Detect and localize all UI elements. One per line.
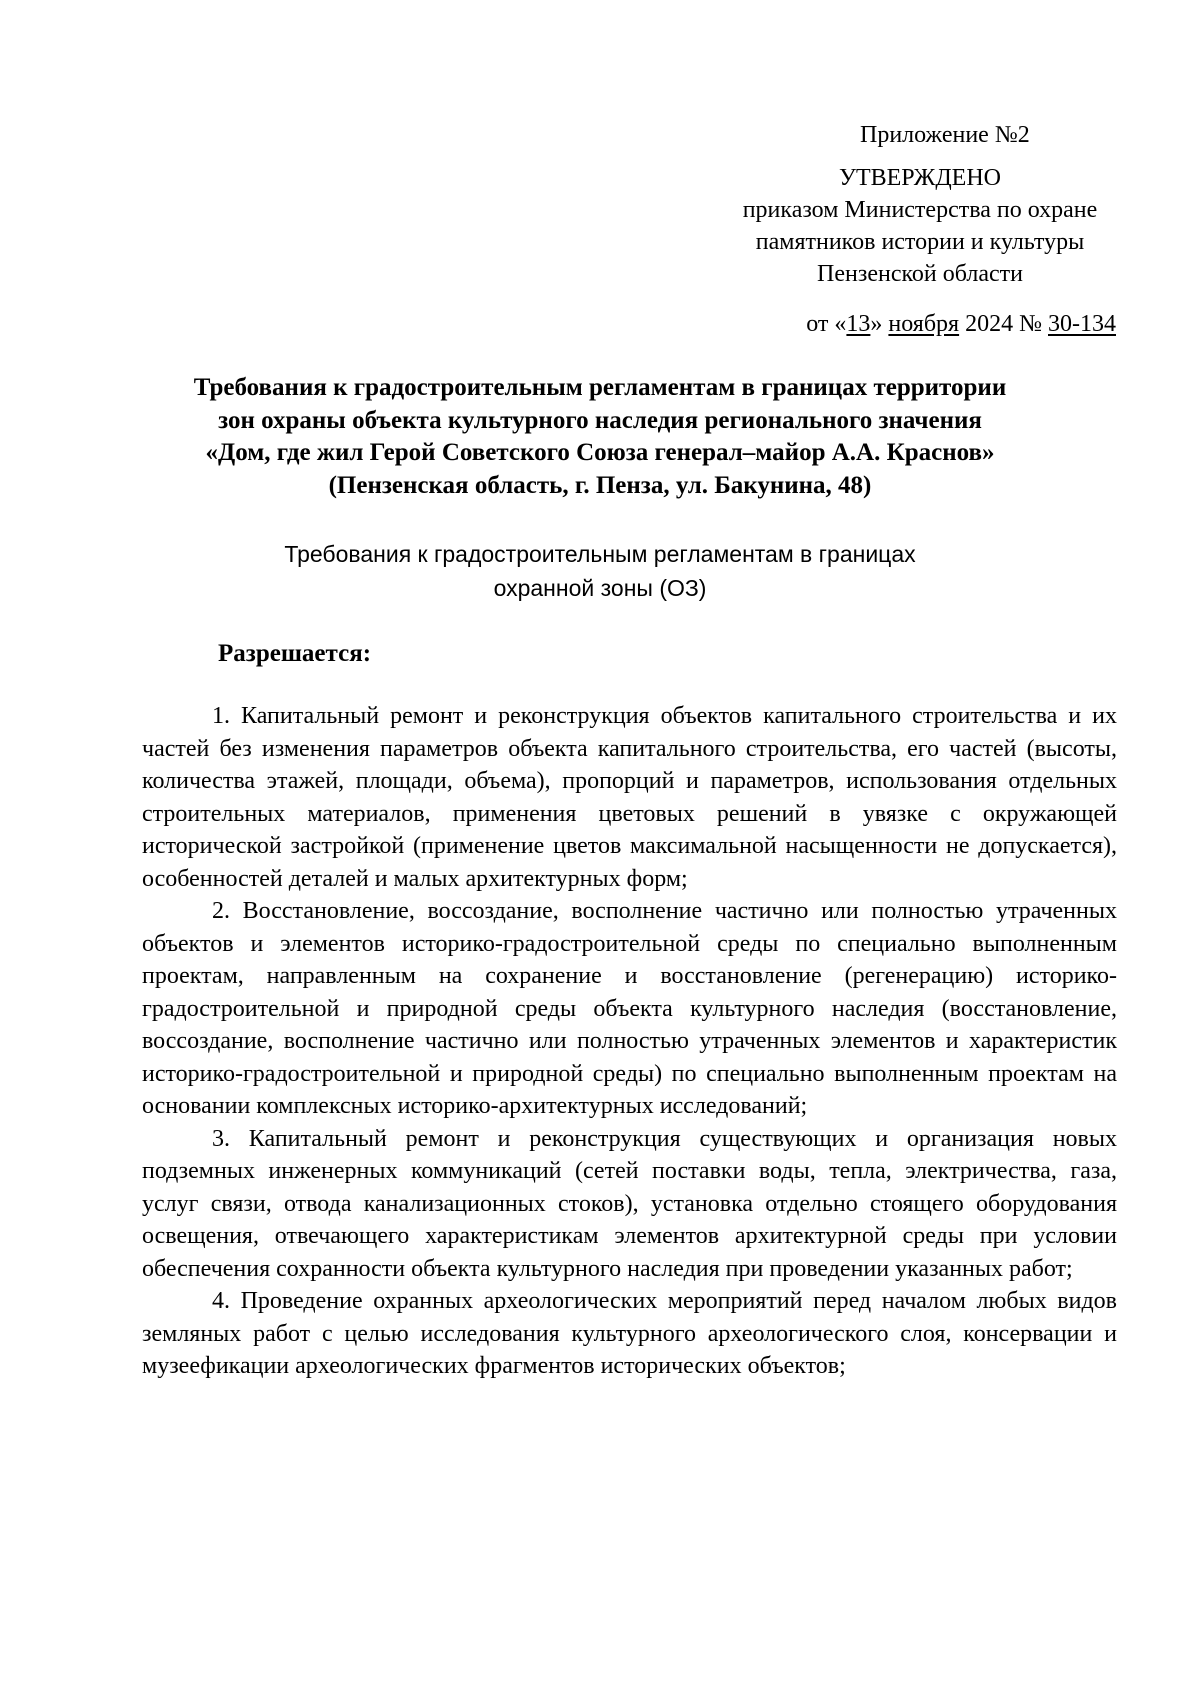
order-day: 13 [846,311,871,337]
order-month: ноября [888,311,960,337]
list-item: 3. Капитальный ремонт и реконструкция существующих и организация новых подземных инженерных коммуникаций (сетей поставки воды, тепла, электричества, газа, услуг связи, отвода канализационных стоков), установка отдельно стоящего оборудования освещения, отвечающего характеристикам элементов архитектурной среды при условии обеспечения сохранности объекта культурного наследия при проведении указанных работ; [142,1125,1117,1282]
requirements-list [142,700,1117,1383]
subtitle-line-1: Требования к градостроительным регламентам в границах [284,541,916,567]
list-item: 2. Восстановление, воссоздание, восполнение частично или полностью утраченных объектов и элементов историко-градостроительной среды по специально выполненным проектам, направленным на сохранение и восстановление (регенерацию) историко-градостроительной и природной среды объекта культурного наследия (восстановление, воссоздание, восполнение частично или полностью утраченных элементов и характеристик историко-градостроительной и природной среды) по специально выполненным проектам на основании комплексных историко-архитектурных исследований; [142,898,1117,1119]
title-line-4: (Пензенская область, г. Пенза, ул. Бакунина, 48) [328,471,872,499]
approval-authority-line-1: приказом Министерства по охране [742,197,1098,223]
title-line-3: «Дом, где жил Герой Советского Союза генерал–майор А.А. Краснов» [205,439,995,466]
section-heading: Разрешается: [218,640,372,667]
order-after-day: » [870,311,889,337]
title-line-1: Требования к градостроительным регламентам в границах территории [193,374,1007,401]
appendix-label: Приложение №2 [860,122,1030,148]
order-date-number [806,307,1116,341]
order-number: 30-134 [1048,311,1116,337]
approval-block [700,162,1140,290]
order-year: 2024 № [959,311,1048,337]
approval-authority-line-3: Пензенской области [817,261,1023,287]
order-prefix: от « [806,311,847,337]
approval-authority-line-2: памятников истории и культуры [755,229,1085,255]
approval-stamp-label: УТВЕРЖДЕНО [838,165,1002,191]
subtitle-line-2: охранной зоны (ОЗ) [493,575,707,601]
list-item: 4. Проведение охранных археологических мероприятий перед началом любых видов земляных работ с целью исследования культурного археологического слоя, консервации и музеефикации археологических фрагментов исторических объектов; [142,1288,1117,1379]
document-title [100,372,1100,502]
title-line-2: зон охраны объекта культурного наследия регионального значения [218,406,982,434]
document-subtitle [150,537,1050,605]
list-item: 1. Капитальный ремонт и реконструкция объектов капитального строительства и их частей без изменения параметров объекта капитального строительства, его частей (высоты, количества этажей, площади, объема), пропорций и параметров, использования отдельных строительных материалов, применения цветовых решений в увязке с окружающей исторической застройкой (применение цветов максимальной насыщенности не допускается), особенностей деталей и малых архитектурных форм; [142,703,1117,892]
